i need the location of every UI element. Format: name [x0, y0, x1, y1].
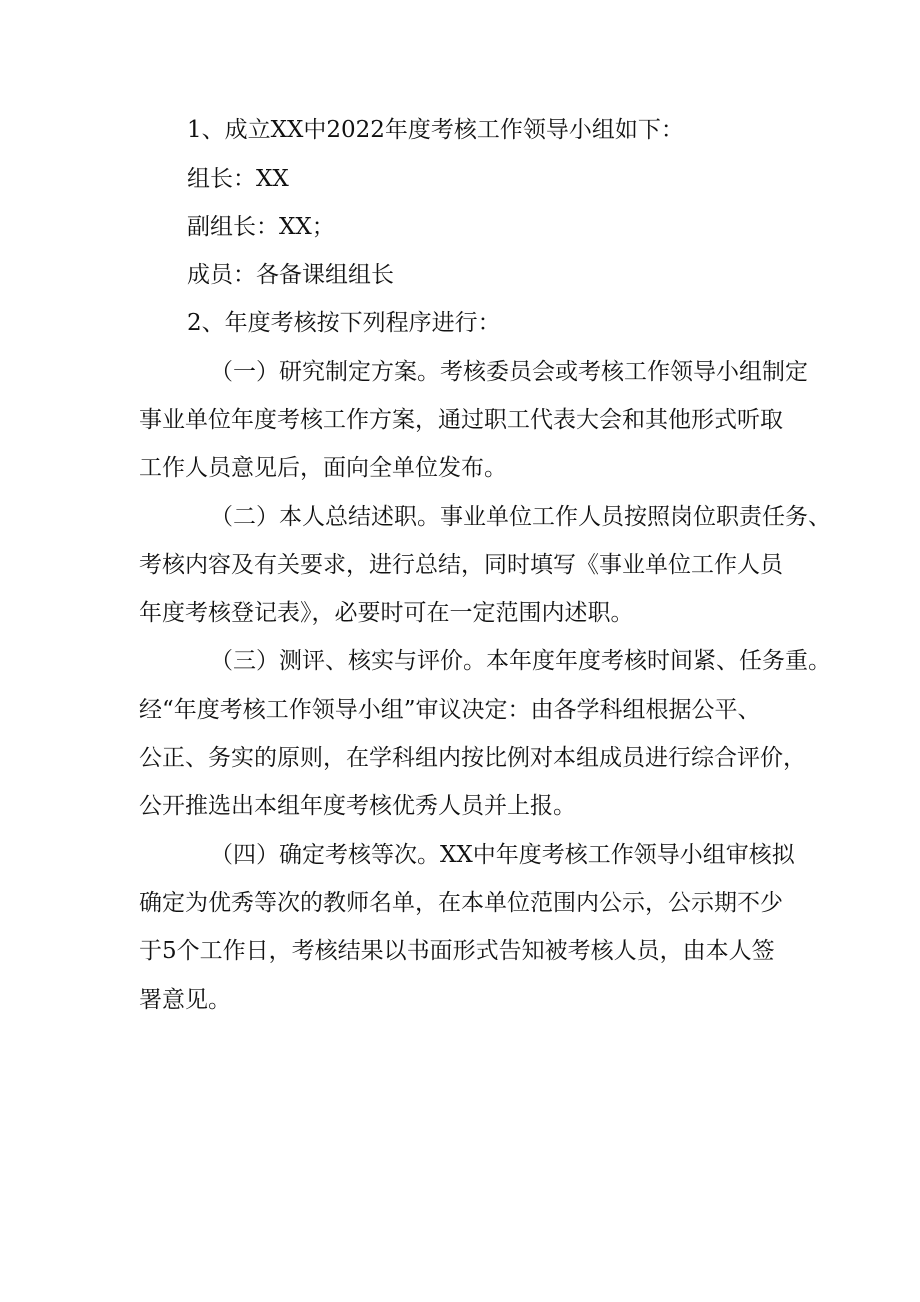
list-item-procedure: 2、年度考核按下列程序进行：: [187, 310, 501, 336]
paragraph-2-line-3: 年度考核登记表》，必要时可在一定范围内述职。: [139, 600, 634, 626]
paragraph-2-line-1: （二）本人总结述职。事业单位工作人员按照岗位职责任务、: [210, 504, 831, 530]
paragraph-1-line-3: 工作人员意见后，面向全单位发布。: [139, 455, 507, 481]
paragraph-3-line-4: 公开推选出本组年度考核优秀人员并上报。: [139, 793, 576, 819]
paragraph-4-line-1: （四）确定考核等次。XX中年度考核工作领导小组审核拟: [210, 842, 795, 868]
paragraph-2-line-2: 考核内容及有关要求，进行总结，同时填写《事业单位工作人员: [139, 552, 783, 578]
paragraph-4-line-3: 于5个工作日，考核结果以书面形式告知被考核人员，由本人签: [139, 938, 775, 964]
paragraph-4-line-4: 署意见。: [139, 987, 231, 1013]
paragraph-3-line-3: 公正、务实的原则，在学科组内按比例对本组成员进行综合评价，: [139, 745, 806, 771]
paragraph-1-line-1: （一）研究制定方案。考核委员会或考核工作领导小组制定: [210, 359, 808, 385]
paragraph-4-line-2: 确定为优秀等次的教师名单，在本单位范围内公示，公示期不少: [139, 890, 783, 916]
paragraph-3-line-1: （三）测评、核实与评价。本年度年度考核时间紧、任务重。: [210, 648, 831, 674]
list-item-deputy-leader: 副组长：XX；: [187, 214, 335, 240]
paragraph-3-line-2: 经“年度考核工作领导小组”审议决定：由各学科组根据公平、: [139, 697, 761, 723]
paragraph-1-line-2: 事业单位年度考核工作方案，通过职工代表大会和其他形式听取: [139, 407, 783, 433]
list-item-group-leader: 组长：XX: [187, 166, 289, 192]
list-item-establish-group: 1、成立XX中2022年度考核工作领导小组如下：: [187, 117, 684, 143]
list-item-members: 成员：各备课组组长: [187, 262, 394, 288]
